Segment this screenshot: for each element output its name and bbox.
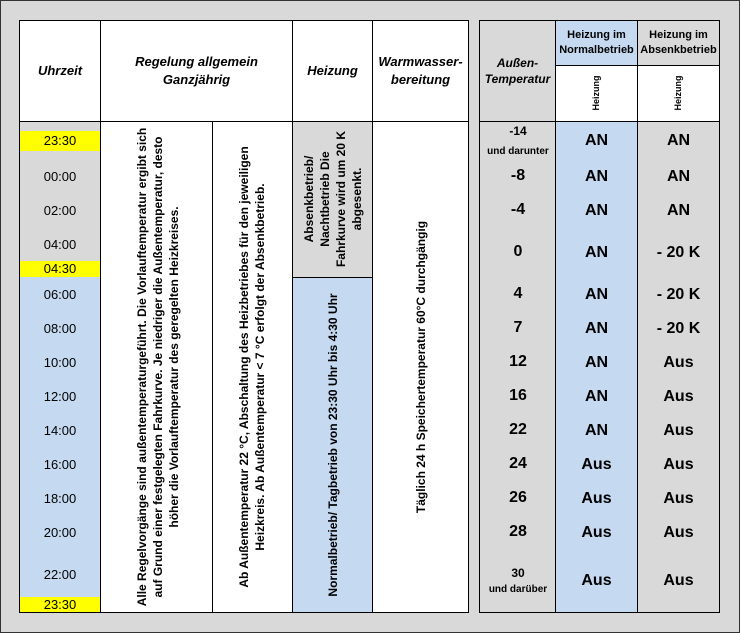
absenk-value: Aus [663, 490, 694, 507]
temp-value: -4 [510, 201, 526, 218]
temp-value: 16 [509, 387, 527, 404]
temp-value [481, 124, 555, 158]
temp-sub: und darüber [488, 584, 548, 595]
time-label: 22:00 [43, 567, 77, 582]
temp-value: -8 [510, 167, 526, 184]
temp-value: 0 [513, 243, 523, 260]
temp-value: 26 [509, 489, 527, 506]
time-label: 20:00 [43, 525, 77, 540]
normal-value: Aus [581, 490, 612, 507]
temp-number: 30 [511, 566, 525, 580]
regelung-text-2: Ab Außentemperatur 22 °C, Abschaltung des Heizbetriebes für den jeweiligen Heizkreis. Ab Außentemperatur < 7 °C erfolgt der Absenkbetrieb. [237, 146, 267, 588]
absenk-value: AN [666, 168, 691, 185]
header-normal: Heizung im Normalbetrieb [555, 20, 638, 66]
absenk-value: - 20 K [656, 244, 701, 261]
normal-value: Aus [581, 456, 612, 473]
absenk-value: Aus [663, 456, 694, 473]
temp-value: 12 [509, 353, 527, 370]
header-regelung: Regelung allgemein Ganzjährig [100, 20, 293, 122]
time-label: 02:00 [43, 203, 77, 218]
time-label: 04:30 [20, 261, 100, 277]
normal-value: Aus [581, 572, 612, 589]
normal-value: AN [584, 202, 609, 219]
normal-value: AN [584, 422, 609, 439]
temp-value: 22 [509, 421, 527, 438]
absenk-text: Absenkbetrieb/ Nachtbetrieb Die Fahrkurve wird um 20 K abgesenkt. [302, 130, 364, 268]
heizung-label-normal: Heizung [591, 75, 601, 111]
header-uhrzeit: Uhrzeit [19, 20, 101, 122]
regelung-text-1: Alle Regelvorgänge sind außentemperaturgeführt. Die Vorlauftemperatur ergibt sich auf Grund einer festgelegten Fahrkurve. Je niedriger die Außentemperatur, desto höher die Vorlauftemperatur des geregelten Heizkreises. [135, 127, 181, 607]
time-label: 08:00 [43, 321, 77, 336]
absenk-value: - 20 K [656, 320, 701, 337]
absenk-value: - 20 K [656, 286, 701, 303]
normal-value: AN [584, 320, 609, 337]
temp-value: 4 [513, 285, 523, 302]
normal-value: AN [584, 244, 609, 261]
time-label: 12:00 [43, 389, 77, 404]
normal-value: AN [584, 388, 609, 405]
header-aussen: Außen-Temperatur [479, 20, 556, 122]
temp-number: -14 [509, 124, 527, 138]
normal-value: AN [584, 168, 609, 185]
temp-value [481, 566, 555, 596]
time-label: 00:00 [43, 169, 77, 184]
absenk-value: Aus [663, 354, 694, 371]
time-label: 23:30 [20, 131, 100, 151]
temp-value: 28 [509, 523, 527, 540]
header-warmwasser: Warmwasser-bereitung [372, 20, 469, 122]
time-label: 18:00 [43, 491, 77, 506]
warmwasser-text: Täglich 24 h Speichertemperatur 60°C durchgängig [414, 220, 428, 514]
absenk-value: Aus [663, 572, 694, 589]
header-heizung: Heizung [292, 20, 373, 122]
time-label: 14:00 [43, 423, 77, 438]
temp-sub: und darunter [487, 146, 549, 157]
normal-value: AN [584, 286, 609, 303]
header-absenk: Heizung im Absenkbetrieb [637, 20, 720, 66]
absenk-value: AN [666, 202, 691, 219]
time-label: 16:00 [43, 457, 77, 472]
time-label: 23:30 [20, 597, 100, 612]
absenk-value: Aus [663, 422, 694, 439]
absenk-value: Aus [663, 524, 694, 541]
temp-value: 7 [513, 319, 523, 336]
normal-value: AN [584, 132, 609, 149]
time-label: 06:00 [43, 287, 77, 302]
heizung-label-absenk: Heizung [673, 75, 683, 111]
absenk-value: Aus [663, 388, 694, 405]
absenk-value: AN [666, 132, 691, 149]
time-label: 10:00 [43, 355, 77, 370]
normal-value: AN [584, 354, 609, 371]
normal-text: Normalbetrieb/ Tagbetrieb von 23:30 Uhr bis 4:30 Uhr [326, 293, 340, 597]
normal-value: Aus [581, 524, 612, 541]
time-label: 04:00 [43, 237, 77, 252]
temp-value: 24 [509, 455, 527, 472]
